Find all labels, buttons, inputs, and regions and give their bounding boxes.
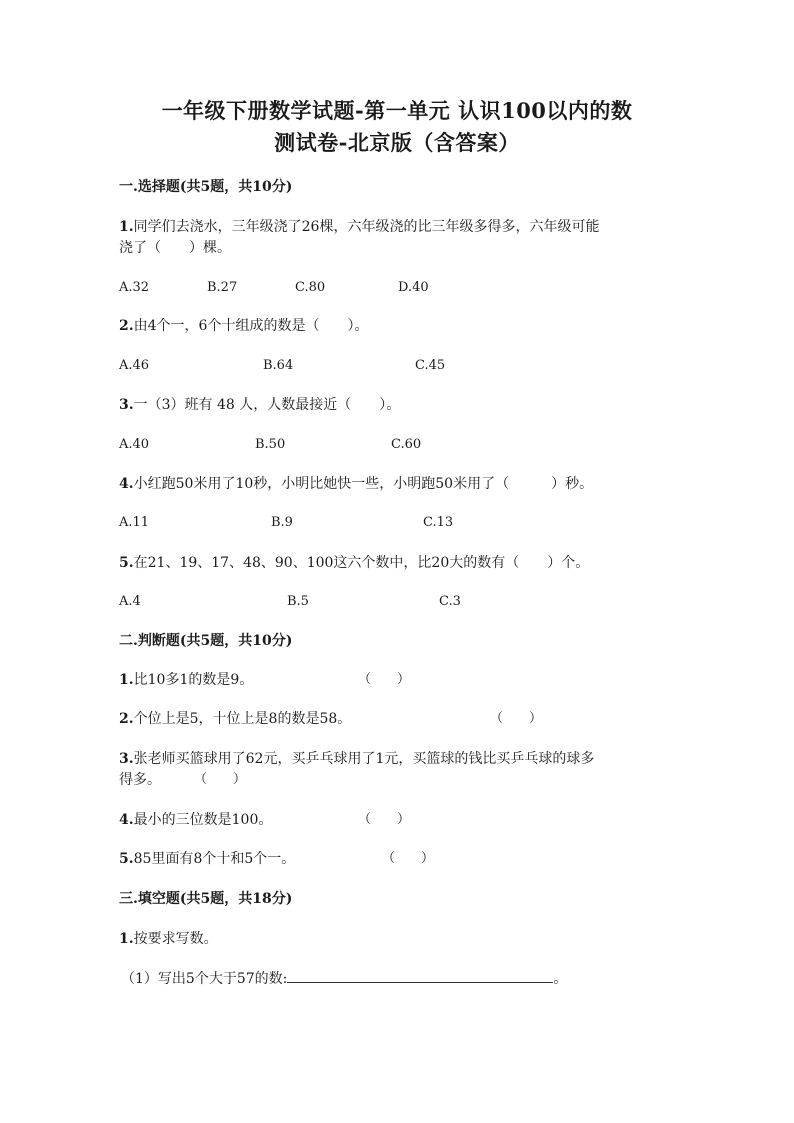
answer-paren: （ ） bbox=[358, 812, 411, 827]
question-1-3 bbox=[119, 395, 400, 415]
option-a: A.46 bbox=[119, 358, 150, 373]
question-text: 在21、19、17、48、90、100这六个数中，比20大的数有（ ）个。 bbox=[133, 555, 590, 571]
option-c: C.3 bbox=[439, 594, 461, 609]
question-1-1 bbox=[119, 217, 599, 237]
question-text: 个位上是5，十位上是8的数是58。 bbox=[133, 711, 352, 727]
question-3-1 bbox=[119, 929, 218, 949]
option-a: A.32 bbox=[119, 280, 150, 295]
answer-paren: （ ） bbox=[490, 711, 543, 726]
question-text: 比10多1的数是9。 bbox=[133, 672, 254, 688]
question-3-1-sub1 bbox=[121, 968, 567, 989]
question-1-1-cont: 浇了（ ）棵。 bbox=[119, 240, 231, 256]
question-text: 同学们去浇水，三年级浇了26棵，六年级浇的比三年级多得多，六年级可能 bbox=[133, 219, 600, 235]
option-b: B.5 bbox=[287, 594, 309, 609]
page-title-line2: 测试卷-北京版（含答案） bbox=[274, 130, 520, 155]
option-b: B.64 bbox=[263, 358, 294, 373]
section-heading-judge: 二.判断题(共5题，共10分) bbox=[119, 633, 293, 649]
question-number: 4. bbox=[119, 812, 134, 828]
question-2-5 bbox=[119, 849, 295, 869]
option-a: A.4 bbox=[119, 594, 141, 609]
question-text: 85里面有8个十和5个一。 bbox=[133, 851, 296, 867]
question-2-2 bbox=[119, 709, 351, 729]
sub-question-text: （1）写出5个大于57的数: bbox=[121, 971, 288, 987]
question-number: 1. bbox=[119, 219, 134, 235]
option-b: B.27 bbox=[207, 280, 238, 295]
question-text: 按要求写数。 bbox=[133, 931, 218, 947]
question-number: 1. bbox=[119, 931, 134, 947]
option-c: C.60 bbox=[391, 437, 422, 452]
question-number: 4. bbox=[119, 476, 134, 492]
question-1-4 bbox=[119, 474, 593, 494]
answer-paren: （ ） bbox=[358, 672, 411, 687]
option-d: D.40 bbox=[398, 280, 429, 295]
page-title-line1: 一年级下册数学试题-第一单元 认识100以内的数 bbox=[161, 98, 633, 123]
answer-blank[interactable] bbox=[287, 968, 553, 983]
option-c: C.80 bbox=[295, 280, 326, 295]
question-text: 小红跑50米用了10秒，小明比她快一些，小明跑50米用了（ ）秒。 bbox=[133, 476, 594, 492]
question-2-4 bbox=[119, 810, 272, 830]
answer-paren: （ ） bbox=[194, 772, 247, 787]
question-number: 5. bbox=[119, 555, 134, 571]
question-text: 最小的三位数是100。 bbox=[133, 812, 273, 828]
option-b: B.50 bbox=[255, 437, 286, 452]
option-b: B.9 bbox=[271, 515, 293, 530]
question-number: 3. bbox=[119, 397, 134, 413]
question-text: 由4个一，6个十组成的数是（ ）。 bbox=[133, 318, 369, 334]
question-1-2 bbox=[119, 316, 368, 336]
question-text: 张老师买篮球用了62元，买乒乓球用了1元，买篮球的钱比买乒乓球的球多 bbox=[133, 751, 595, 767]
question-2-3-cont: 得多。 bbox=[119, 772, 161, 788]
question-2-1 bbox=[119, 670, 253, 690]
question-number: 1. bbox=[119, 672, 134, 688]
section-heading-fill: 三.填空题(共5题，共18分) bbox=[119, 891, 293, 907]
option-c: C.13 bbox=[423, 515, 454, 530]
option-c: C.45 bbox=[415, 358, 446, 373]
option-a: A.11 bbox=[119, 515, 150, 530]
question-number: 2. bbox=[119, 711, 134, 727]
question-text: 一（3）班有 48 人，人数最接近（ ）。 bbox=[133, 397, 401, 413]
question-number: 3. bbox=[119, 751, 134, 767]
question-2-3 bbox=[119, 749, 594, 769]
section-heading-choice: 一.选择题(共5题，共10分) bbox=[119, 179, 293, 195]
answer-paren: （ ） bbox=[382, 851, 435, 866]
question-number: 2. bbox=[119, 318, 134, 334]
question-1-5 bbox=[119, 553, 589, 573]
sub-question-end: 。 bbox=[553, 971, 568, 987]
option-a: A.40 bbox=[119, 437, 150, 452]
question-number: 5. bbox=[119, 851, 134, 867]
